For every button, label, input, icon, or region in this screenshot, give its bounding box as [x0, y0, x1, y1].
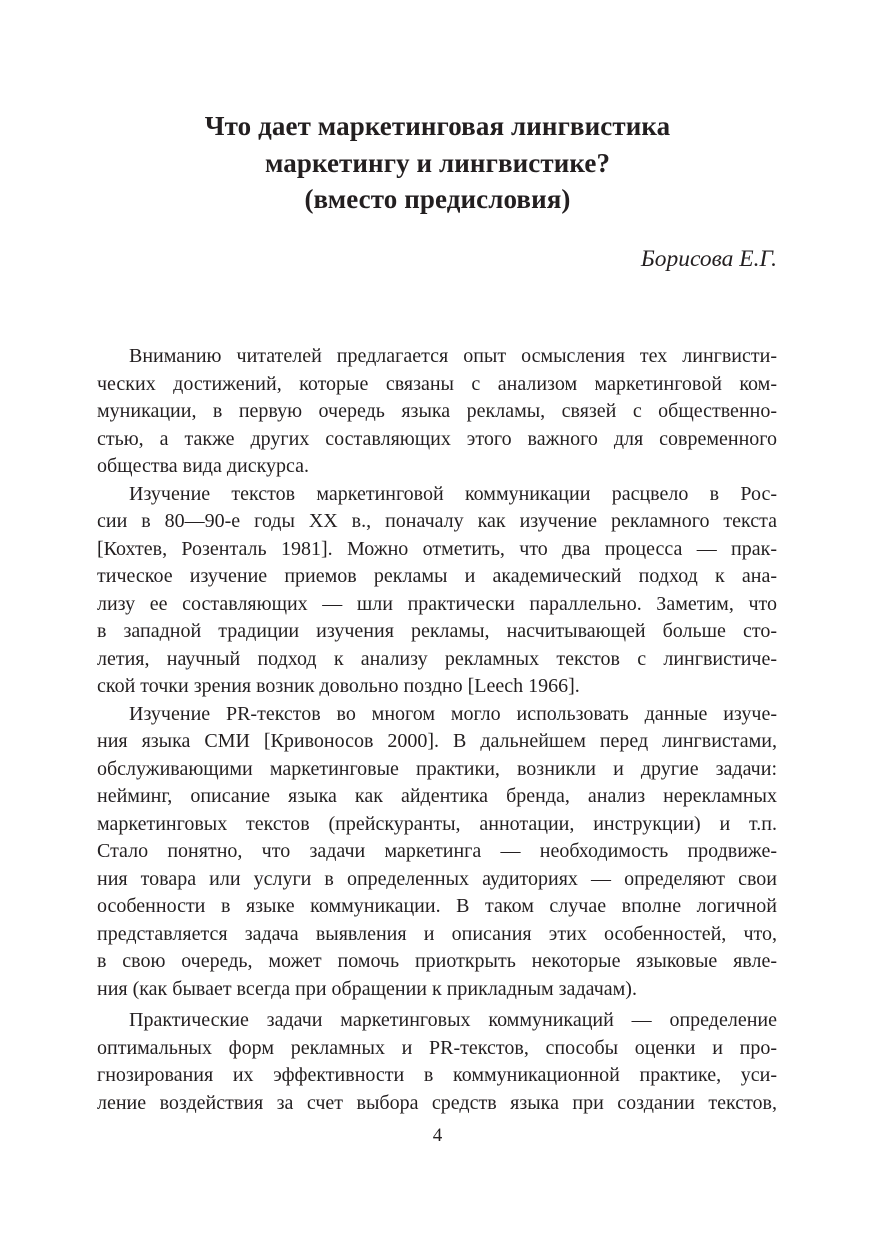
- paragraph-3-line: ния языка СМИ [Кривоносов 2000]. В дальнейшем перед лингвистами,: [97, 730, 777, 752]
- paragraph-3-line: ния (как бывает всегда при обращении к прикладным задачам).: [97, 977, 637, 1000]
- paragraph-2-line: летия, научный подход к анализу рекламных текстов с лингвистиче-: [97, 647, 777, 670]
- title-line: Что дает маркетинговая лингвистика: [204, 111, 671, 141]
- body-text: [97, 343, 777, 1117]
- paragraph-3-line: особенности в языке коммуникации. В таком случае вполне логичной: [97, 895, 777, 917]
- paragraph-3-line: обслуживающими маркетинговые практики, возникли и другие задачи:: [97, 757, 777, 780]
- paragraph-2-line: в западной традиции изучения рекламы, насчитывающей больше сто-: [97, 620, 777, 642]
- paragraph-3-line: в свою очередь, может помочь приоткрыть некоторые языковые явле-: [97, 950, 777, 972]
- paragraph-1-line: общества вида дискурса.: [97, 455, 310, 477]
- paragraph-3-line: Стало понятно, что задачи маркетинга — необходимость продвиже-: [97, 840, 777, 862]
- paragraph-1-line: муникации, в первую очередь языка рекламы, связей с общественно-: [97, 400, 777, 422]
- paragraph-4-line: гнозирования их эффективности в коммуникационной практике, уси-: [97, 1064, 777, 1086]
- paragraph-3-line: маркетинговых текстов (прейскуранты, аннотации, инструкции) и т.п.: [97, 812, 777, 835]
- paragraph-1-line: стью, а также других составляющих этого важного для современного: [97, 427, 777, 450]
- paragraph-3-line: представляется задача выявления и описания этих особенностей, что,: [97, 922, 777, 945]
- paragraph-3-line: нейминг, описание языка как айдентика бренда, анализ нерекламных: [97, 785, 777, 807]
- title-line: маркетингу и лингвистике?: [264, 147, 611, 178]
- author-name: Борисова Е.Г.: [640, 246, 777, 272]
- paragraph-1-line: ческих достижений, которые связаны с анализом маркетинговой ком-: [97, 372, 777, 395]
- paragraph-4-line: ление воздействия за счет выбора средств языка при создании текстов,: [97, 1091, 777, 1114]
- paragraph-4-line: Практические задачи маркетинговых коммуникаций — определение: [129, 1009, 777, 1031]
- paragraph-2-line: [Кохтев, Розенталь 1981]. Можно отметить, что два процесса — прак-: [97, 537, 777, 560]
- paragraph-2-line: ской точки зрения возник довольно поздно [Leech 1966].: [97, 675, 580, 697]
- paragraph-4-line: оптимальных форм рекламных и PR-текстов, способы оценки и про-: [97, 1036, 777, 1059]
- paragraph-3-line: ния товара или услуги в определенных аудиториях — определяют свои: [97, 867, 777, 890]
- paragraph-2-line: тическое изучение приемов рекламы и академический подход к ана-: [97, 565, 777, 587]
- paragraph-2-line: Изучение текстов маркетинговой коммуникации расцвело в Рос-: [129, 482, 777, 505]
- page-number: 4: [432, 1125, 443, 1146]
- paragraph-2-line: сии в 80—90-е годы XX в., поначалу как изучение рекламного текста: [97, 510, 777, 532]
- paragraph-2-line: лизу ее составляющих — шли практически параллельно. Заметим, что: [97, 592, 777, 615]
- paragraph-3-line: Изучение PR-текстов во многом могло использовать данные изуче-: [129, 702, 777, 725]
- title-line: (вместо предисловия): [304, 184, 571, 214]
- paragraph-1-line: Вниманию читателей предлагается опыт осмысления тех лингвисти-: [129, 345, 777, 367]
- chapter-title: [0, 108, 875, 218]
